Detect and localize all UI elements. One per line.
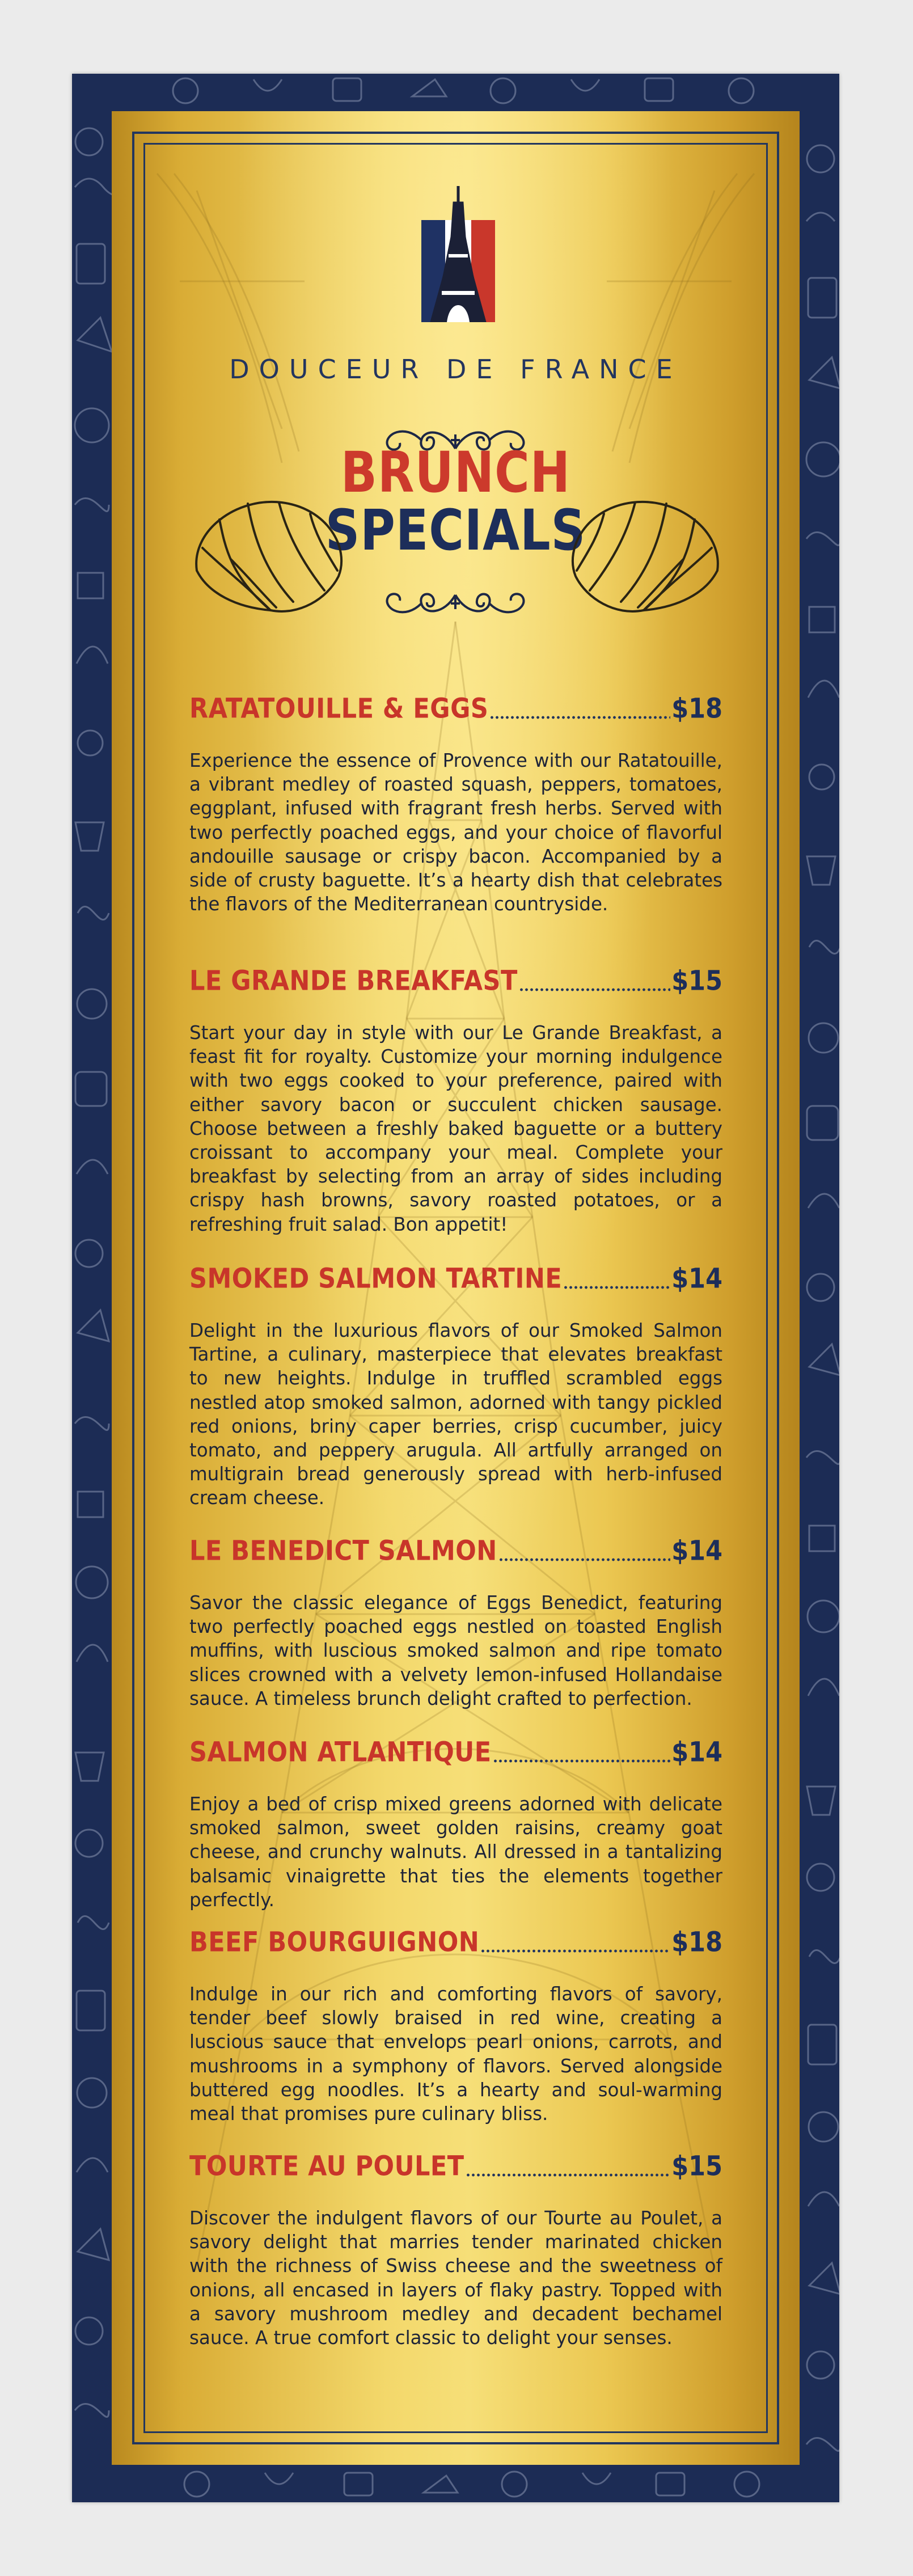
menu-item-description: Enjoy a bed of crisp mixed greens adorned with delicate smoked salmon, sweet golden raisins, creamy goat cheese, and crunchy walnuts. All dressed in a tantalizing balsamic vinaigrette that ties the elements together perfectly.: [189, 1793, 722, 1911]
scroll-flourish-icon: [370, 586, 540, 626]
menu-item-description: Delight in the luxurious flavors of our Smoked Salmon Tartine, a culinary, masterpiece that elevates breakfast to new heights. Indulge in truffled scrambled eggs nestled atop smoked salmon, adorned with tangy pickled red onions, briny caper berries, crisp cucumber, juicy tomato, and peppery arugula. All artfully arranged on multigrain bread generously spread with herb-infused cream cheese.: [189, 1320, 722, 1509]
menu-item-name: LE BENEDICT SALMON: [189, 1535, 497, 1567]
menu-item-price: $18: [671, 1927, 722, 1958]
menu-item-header: [189, 962, 722, 997]
menu-item-description: Indulge in our rich and comforting flavors of savory, tender beef slowly braised in red wine, creating a luscious sauce that envelops pearl onions, carrots, and mushrooms in a symphony of flavors. Served alongside buttered egg noodles. It’s a hearty and soul-warming meal that promises pure culinary bliss.: [189, 1983, 722, 2125]
menu-item: [189, 1532, 722, 1711]
menu-item: [189, 1923, 722, 2126]
menu-item-description: Start your day in style with our Le Grande Breakfast, a feast fit for royalty. Customize your morning indulgence with two eggs cooked to your preference, paired with either savory bacon or succulent chicken sausage. Choose between a freshly baked baguette or a buttery croissant to accompany your meal. Complete your breakfast by selecting from an array of sides including crispy hash browns, savory roasted potatoes, or a refreshing fruit salad. Bon appetit!: [189, 1022, 722, 1235]
menu-poster: [72, 74, 839, 2502]
leader-dots: [466, 2173, 671, 2177]
croissant-icon: [559, 485, 729, 627]
menu-item-name: SALMON ATLANTIQUE: [189, 1737, 492, 1768]
menu-item-price: $15: [671, 2151, 722, 2182]
leader-dots: [563, 1286, 670, 1289]
eiffel-tower-flag-logo: [421, 186, 495, 322]
menu-item-name: SMOKED SALMON TARTINE: [189, 1263, 563, 1295]
menu-item-price: $14: [671, 1535, 722, 1567]
menu-item-header: [189, 1260, 722, 1295]
menu-item-name: LE GRANDE BREAKFAST: [189, 965, 518, 997]
menu-item-header: [189, 1532, 722, 1567]
menu-item-name: TOURTE AU POULET: [189, 2151, 464, 2182]
croissant-icon: [185, 485, 356, 627]
title-specials: SPECIALS: [325, 497, 586, 563]
menu-item: [189, 1260, 722, 1510]
leader-dots: [480, 1949, 670, 1953]
menu-item-price: $15: [671, 965, 722, 997]
menu-item-price: $18: [671, 693, 722, 725]
menu-item-header: [189, 2147, 722, 2182]
brand-name: DOUCEUR DE FRANCE: [229, 354, 682, 385]
menu-item: [189, 1733, 722, 1912]
menu-item-price: $14: [671, 1737, 722, 1768]
leader-dots: [519, 988, 670, 991]
leader-dots: [489, 716, 670, 719]
menu-item-name: BEEF BOURGUIGNON: [189, 1927, 480, 1958]
menu-item-description: Savor the classic elegance of Eggs Benedict, featuring two perfectly poached eggs nestled on toasted English muffins, with luscious smoked salmon and ripe tomato slices crowned with a velvety lemon-infused Hollandaise sauce. A timeless brunch delight crafted to perfection.: [189, 1592, 722, 1709]
menu-item-description: Experience the essence of Provence with our Ratatouille, a vibrant medley of roasted squash, peppers, tomatoes, eggplant, infused with fragrant fresh herbs. Served with two perfectly poached eggs, and your choice of flavorful andouille sausage or crispy bacon. Accompanied by a side of crusty baguette. It’s a hearty dish that celebrates the flavors of the Mediterranean countryside.: [189, 750, 722, 915]
menu-item-header: [189, 1923, 722, 1958]
menu-item-header: [189, 1733, 722, 1768]
gold-panel: [112, 111, 800, 2465]
menu-item: [189, 962, 722, 1236]
menu-item-name: RATATOUILLE & EGGS: [189, 693, 489, 725]
leader-dots: [498, 1558, 670, 1561]
menu-item-price: $14: [671, 1263, 722, 1295]
menu-item: [189, 2147, 722, 2350]
menu-item: [189, 690, 722, 916]
menu-item-header: [189, 690, 722, 725]
menu-item-description: Discover the indulgent flavors of our Tourte au Poulet, a savory delight that marries tender marinated chicken with the richness of Swiss cheese and the sweetness of onions, all encased in layers of flaky pastry. Topped with a savory mushroom medley and decadent bechamel sauce. A true comfort classic to delight your senses.: [189, 2207, 722, 2349]
title-brunch: BRUNCH: [340, 440, 571, 505]
leader-dots: [493, 1759, 671, 1763]
